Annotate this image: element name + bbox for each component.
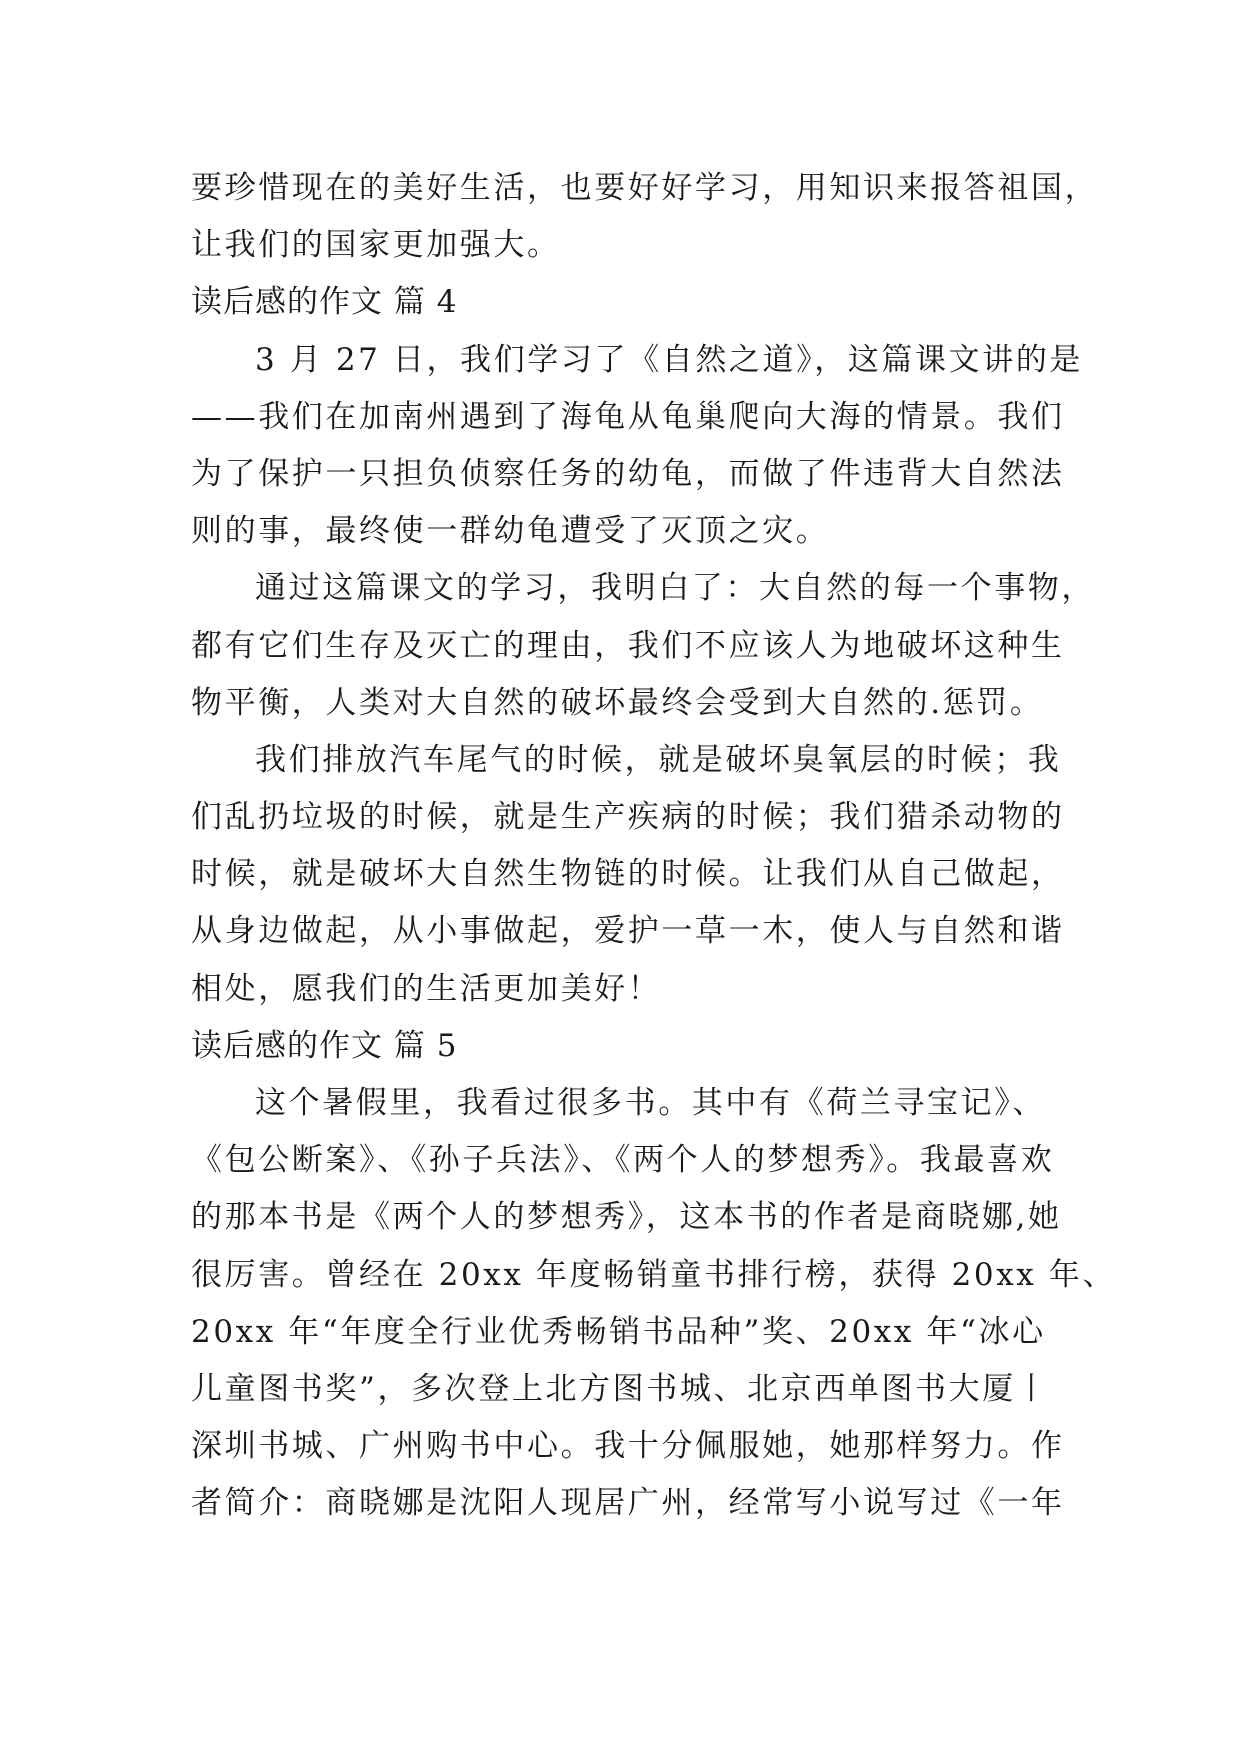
section-heading: 读后感的作文 篇 5: [191, 1027, 458, 1064]
paragraph-line: 要珍惜现在的美好生活，也要好好学习，用知识来报答祖国，: [191, 170, 1099, 206]
paragraph-line: ——我们在加南州遇到了海龟从龟巢爬向大海的情景。我们: [191, 398, 1065, 435]
paragraph-line: 20xx 年“年度全行业优秀畅销书品种”奖、20xx 年“冰心: [191, 1313, 1046, 1350]
paragraph-line: 这个暑假里，我看过很多书。其中有《荷兰寻宝记》、: [255, 1085, 1046, 1121]
paragraph-line: 从身边做起，从小事做起，爱护一草一木，使人与自然和谐: [191, 913, 1065, 950]
paragraph-line: 都有它们生存及灭亡的理由，我们不应该人为地破坏这种生: [191, 627, 1065, 664]
paragraph-line: 很厉害。曾经在 20xx 年度畅销童书排行榜，获得 20xx 年、: [191, 1256, 1117, 1293]
paragraph-line: 者简介：商晓娜是沈阳人现居广州，经常写小说写过《一年: [191, 1485, 1065, 1522]
paragraph-line: 儿童图书奖”，多次登上北方图书城、北京西单图书大厦丨: [191, 1370, 1050, 1407]
paragraph-line: 深圳书城、广州购书中心。我十分佩服她，她那样努力。作: [191, 1428, 1065, 1465]
section-heading: 读后感的作文 篇 4: [191, 284, 458, 321]
paragraph-line: 通过这篇课文的学习，我明白了：大自然的每一个事物，: [255, 570, 1095, 607]
paragraph-line: 的那本书是《两个人的梦想秀》，这本书的作者是商晓娜,她: [191, 1199, 1062, 1236]
paragraph-line: 《包公断案》、《孙子兵法》、《两个人的梦想秀》。我最喜欢: [191, 1142, 1055, 1179]
document-body: [191, 160, 1117, 1533]
paragraph-line: 物平衡，人类对大自然的破坏最终会受到大自然的.惩罚。: [191, 684, 1044, 721]
paragraph-line: 让我们的国家更加强大。: [191, 227, 561, 264]
paragraph-line: 相处，愿我们的生活更加美好！: [191, 970, 662, 1007]
paragraph-line: 3 月 27 日，我们学习了《自然之道》，这篇课文讲的是: [255, 341, 1084, 378]
paragraph-line: 我们排放汽车尾气的时候，就是破坏臭氧层的时候；我: [255, 741, 1062, 778]
paragraph-line: 为了保护一只担负侦察任务的幼龟，而做了件违背大自然法: [191, 455, 1065, 492]
paragraph-line: 们乱扔垃圾的时候，就是生产疾病的时候；我们猎杀动物的: [191, 799, 1065, 836]
paragraph-line: 则的事，最终使一群幼龟遭受了灭顶之灾。: [191, 513, 830, 550]
paragraph-line: 时候，就是破坏大自然生物链的时候。让我们从自己做起，: [191, 856, 1065, 893]
